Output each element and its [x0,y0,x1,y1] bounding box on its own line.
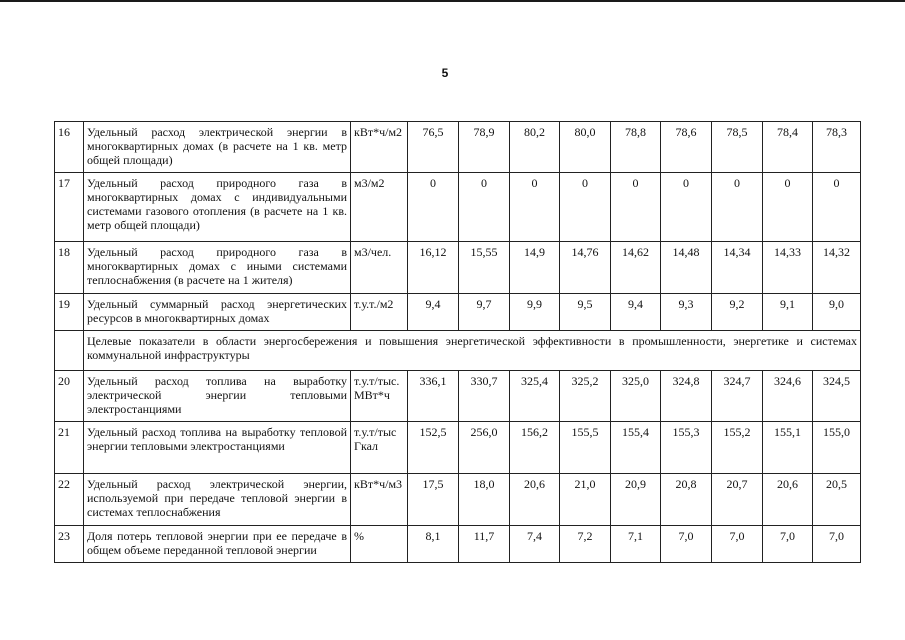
row-number: 20 [55,371,84,422]
indicator-name: Удельный расход топлива на выработку электрической энергии тепловыми электростанциями [84,371,351,422]
indicator-value: 324,8 [661,371,712,422]
indicator-value: 155,0 [813,422,861,474]
indicator-value: 78,8 [611,122,661,173]
indicator-value: 325,4 [510,371,560,422]
indicator-value: 9,9 [510,294,560,331]
indicators-table [54,121,861,563]
indicator-value: 20,8 [661,474,712,526]
indicator-unit: кВт*ч/м2 [351,122,408,173]
indicator-value: 78,3 [813,122,861,173]
indicator-value: 20,6 [763,474,813,526]
indicator-value: 8,1 [408,526,459,563]
row-number: 16 [55,122,84,173]
table-row [55,371,861,422]
row-number: 23 [55,526,84,563]
row-number: 22 [55,474,84,526]
indicator-value: 14,9 [510,242,560,294]
indicator-name: Удельный расход топлива на выработку тепловой энергии тепловыми электростанциями [84,422,351,474]
indicator-value: 9,1 [763,294,813,331]
indicator-value: 80,2 [510,122,560,173]
indicator-value: 324,7 [712,371,763,422]
indicator-value: 9,2 [712,294,763,331]
indicator-value: 156,2 [510,422,560,474]
indicator-value: 9,0 [813,294,861,331]
table-row [55,422,861,474]
section-header-row [55,331,861,371]
indicator-value: 9,4 [408,294,459,331]
indicator-unit: % [351,526,408,563]
indicator-value: 7,0 [661,526,712,563]
indicator-value: 0 [712,173,763,242]
indicator-unit: м3/м2 [351,173,408,242]
indicator-value: 14,76 [560,242,611,294]
indicator-name: Удельный расход электрической энергии, используемой при передаче тепловой энергии в системах теплоснабжения [84,474,351,526]
indicator-value: 155,3 [661,422,712,474]
table-row [55,294,861,331]
indicator-value: 20,9 [611,474,661,526]
table-row [55,173,861,242]
table-row [55,526,861,563]
indicator-value: 18,0 [459,474,510,526]
indicator-value: 9,7 [459,294,510,331]
indicator-value: 14,34 [712,242,763,294]
indicator-value: 14,33 [763,242,813,294]
indicator-value: 0 [813,173,861,242]
indicator-value: 336,1 [408,371,459,422]
row-number: 17 [55,173,84,242]
indicator-value: 7,1 [611,526,661,563]
table-row [55,242,861,294]
indicator-value: 78,9 [459,122,510,173]
indicator-value: 78,5 [712,122,763,173]
scan-edge-line [0,0,905,2]
indicator-value: 9,3 [661,294,712,331]
indicator-value: 14,32 [813,242,861,294]
indicator-value: 20,7 [712,474,763,526]
indicator-value: 78,6 [661,122,712,173]
indicator-value: 7,0 [813,526,861,563]
indicator-value: 0 [560,173,611,242]
indicator-name: Удельный суммарный расход энергетических ресурсов в многоквартирных домах [84,294,351,331]
indicator-value: 155,1 [763,422,813,474]
indicator-value: 11,7 [459,526,510,563]
indicator-value: 155,4 [611,422,661,474]
table-row [55,122,861,173]
indicator-value: 330,7 [459,371,510,422]
section-header: Целевые показатели в области энергосбережения и повышения энергетической эффективности в промышленности, энергетике и системах коммунальной инфраструктуры [84,331,861,371]
indicator-value: 20,6 [510,474,560,526]
indicator-value: 9,5 [560,294,611,331]
indicator-value: 324,5 [813,371,861,422]
indicator-value: 7,2 [560,526,611,563]
indicator-unit: м3/чел. [351,242,408,294]
indicator-unit: кВт*ч/м3 [351,474,408,526]
row-number: 21 [55,422,84,474]
indicator-value: 155,2 [712,422,763,474]
indicator-unit: т.у.т./м2 [351,294,408,331]
indicator-value: 155,5 [560,422,611,474]
indicator-name: Доля потерь тепловой энергии при ее передаче в общем объеме переданной тепловой энергии [84,526,351,563]
row-number: 18 [55,242,84,294]
indicator-value: 7,4 [510,526,560,563]
table-row [55,474,861,526]
indicator-value: 76,5 [408,122,459,173]
indicator-value: 0 [459,173,510,242]
row-number: 19 [55,294,84,331]
indicator-value: 9,4 [611,294,661,331]
indicator-value: 0 [611,173,661,242]
indicator-name: Удельный расход природного газа в многоквартирных домах с иными системами теплоснабжения (в расчете на 1 жителя) [84,242,351,294]
indicator-value: 80,0 [560,122,611,173]
indicator-value: 324,6 [763,371,813,422]
indicator-value: 256,0 [459,422,510,474]
page-number: 5 [441,66,449,80]
indicator-value: 78,4 [763,122,813,173]
indicator-unit: т.у.т/тыс Гкал [351,422,408,474]
indicator-value: 0 [408,173,459,242]
indicator-value: 17,5 [408,474,459,526]
section-number-cell [55,331,84,371]
indicator-value: 0 [661,173,712,242]
indicator-name: Удельный расход природного газа в многоквартирных домах с индивидуальными системами газового отопления (в расчете на 1 кв. метр общей площади) [84,173,351,242]
indicator-name: Удельный расход электрической энергии в многоквартирных домах (в расчете на 1 кв. метр общей площади) [84,122,351,173]
indicator-value: 152,5 [408,422,459,474]
indicator-value: 0 [763,173,813,242]
indicator-value: 20,5 [813,474,861,526]
indicator-value: 21,0 [560,474,611,526]
indicator-value: 7,0 [712,526,763,563]
indicator-value: 15,55 [459,242,510,294]
indicator-value: 325,0 [611,371,661,422]
indicator-value: 14,62 [611,242,661,294]
indicator-value: 16,12 [408,242,459,294]
indicator-value: 7,0 [763,526,813,563]
indicator-value: 325,2 [560,371,611,422]
indicators-table-body [55,122,861,563]
indicator-value: 0 [510,173,560,242]
indicator-value: 14,48 [661,242,712,294]
indicator-unit: т.у.т/тыс. МВт*ч [351,371,408,422]
